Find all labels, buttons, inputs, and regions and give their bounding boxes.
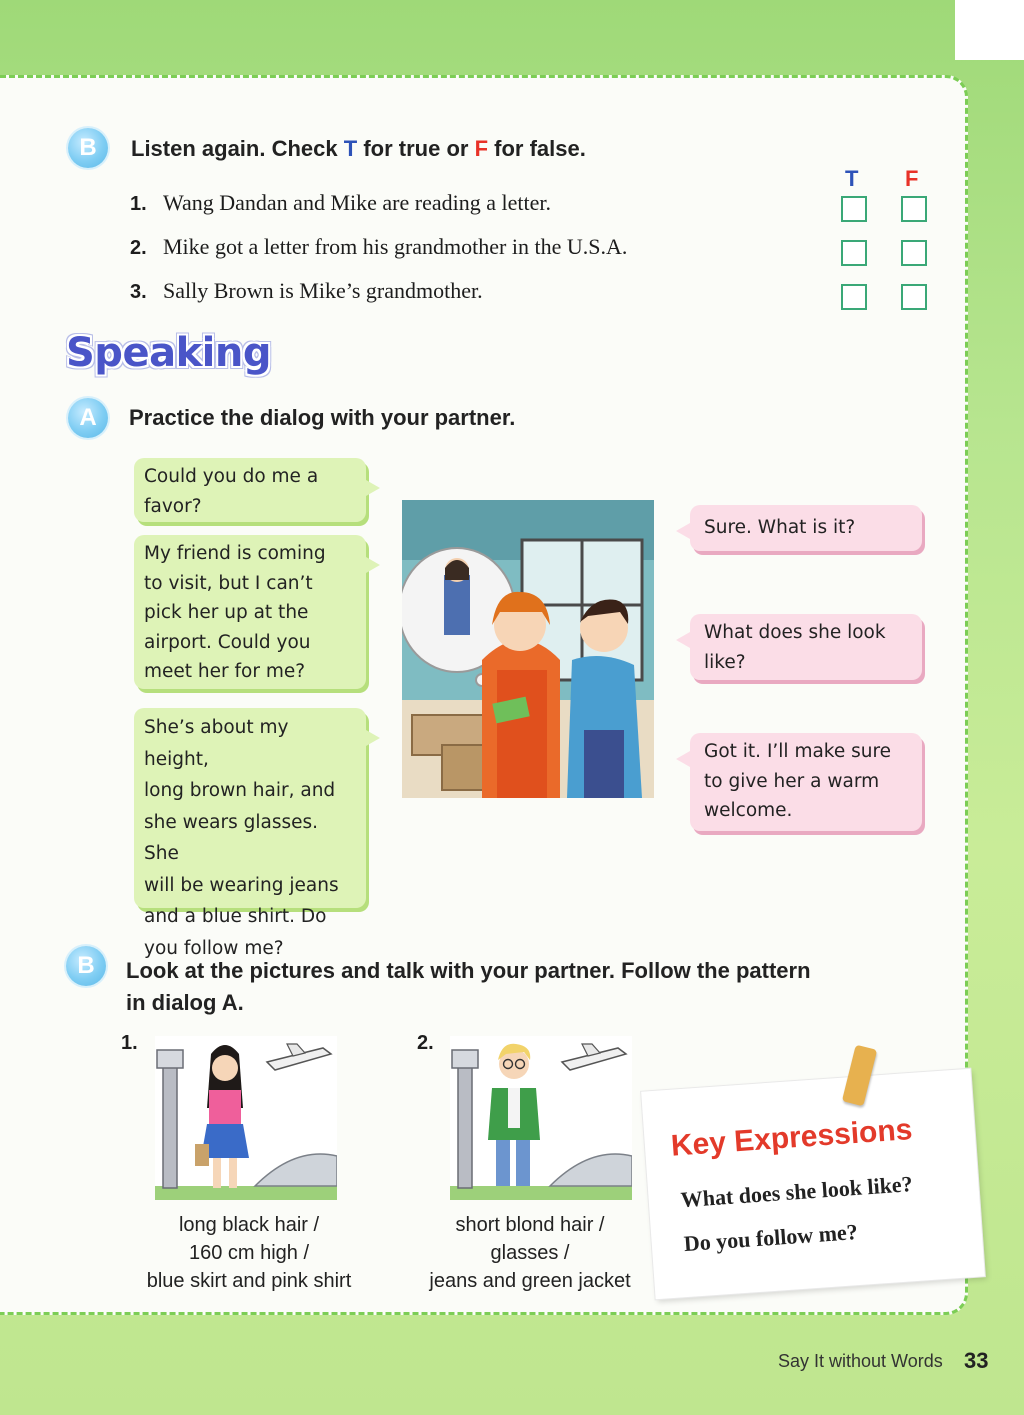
- item-statement: Mike got a letter from his grandmother in the U.S.A.: [163, 234, 628, 259]
- picture-number: 2.: [417, 1032, 434, 1054]
- caption-line: short blond hair /: [455, 1214, 605, 1236]
- dialog-line: to give her a warm: [704, 770, 880, 792]
- dialog-line: Got it. I’ll make sure: [704, 741, 892, 762]
- caption-line: blue skirt and pink shirt: [146, 1270, 352, 1292]
- dialog-line: long brown hair, and: [144, 780, 336, 801]
- dialog-line: and a blue shirt. Do: [144, 906, 327, 927]
- dialog-line: you follow me?: [144, 937, 284, 959]
- false-checkbox-2[interactable]: [901, 240, 927, 266]
- true-checkbox-2[interactable]: [841, 240, 867, 266]
- page-number: 33: [964, 1348, 989, 1373]
- caption-line: 160 cm high /: [188, 1242, 310, 1264]
- caption-line: jeans and green jacket: [429, 1270, 631, 1292]
- true-column-header: T: [845, 166, 859, 191]
- speaking-title: Speaking: [66, 330, 271, 376]
- dialog-bubble-boy-2: [690, 614, 922, 680]
- listening-instruction: [131, 136, 586, 162]
- key-expressions-title: Key Expressions: [669, 1112, 914, 1163]
- item-number: 2.: [130, 237, 147, 259]
- dialog-line: Sure. What is it?: [704, 517, 856, 538]
- instruction-mid: for true or: [363, 136, 469, 161]
- dialog-line: she wears glasses. She: [144, 811, 318, 864]
- key-expressions-card: [641, 1069, 985, 1300]
- item-statement: Wang Dandan and Mike are reading a letter.: [163, 190, 551, 215]
- false-checkbox-3[interactable]: [901, 284, 927, 310]
- dialog-line: welcome.: [704, 800, 793, 821]
- dialog-bubble-boy-1: [690, 505, 922, 551]
- footer-unit-title: Say It without Words: [778, 1351, 943, 1371]
- section-b2-badge: B: [66, 946, 106, 986]
- caption-line: glasses /: [490, 1242, 570, 1264]
- dialog-bubble-girl-3: [134, 708, 366, 959]
- dialog-bubble-girl-2: [134, 535, 366, 689]
- key-expression-line: What does she look like?: [679, 1171, 914, 1213]
- instruction-line: in dialog A.: [126, 990, 244, 1015]
- item-number: 1.: [130, 193, 147, 215]
- dialog-line: She’s about my height,: [144, 717, 289, 770]
- instruction-prefix: Listen again. Check: [131, 136, 338, 161]
- dialog-line: Could you do me a: [144, 466, 319, 487]
- dialog-line: What does she look: [704, 622, 886, 643]
- white-corner: [955, 0, 1024, 60]
- dialog-line: like?: [704, 651, 746, 673]
- caption-line: long black hair /: [178, 1214, 320, 1236]
- dialog-instruction: Practice the dialog with your partner.: [129, 405, 516, 430]
- false-checkbox-1[interactable]: [901, 196, 927, 222]
- true-checkbox-1[interactable]: [841, 196, 867, 222]
- pattern-instruction: [126, 955, 811, 1019]
- dialog-line: meet her for me?: [144, 661, 306, 682]
- section-b-badge: B: [68, 128, 108, 168]
- dialog-line: favor?: [144, 495, 202, 517]
- picture-girl-airport: [155, 1036, 337, 1200]
- dialog-line: My friend is coming: [144, 543, 326, 564]
- instruction-line: Look at the pictures and talk with your partner. Follow the pattern: [126, 958, 811, 983]
- instruction-t: T: [343, 136, 358, 161]
- dialog-line: will be wearing jeans: [144, 874, 339, 896]
- key-expression-line: Do you follow me?: [682, 1219, 859, 1257]
- section-a-badge: A: [68, 398, 108, 438]
- dialog-line: to visit, but I can’t: [144, 572, 313, 594]
- dialog-line: airport. Could you: [144, 631, 311, 653]
- item-number: 3.: [130, 281, 147, 303]
- false-column-header: F: [905, 166, 919, 191]
- picture-number: 1.: [121, 1032, 138, 1054]
- dialog-bubble-boy-3: [690, 733, 922, 831]
- true-checkbox-3[interactable]: [841, 284, 867, 310]
- picture-caption: [404, 1211, 656, 1295]
- picture-boy-airport: [450, 1036, 632, 1200]
- dialog-bubble-girl-1: [134, 458, 366, 522]
- instruction-f: F: [474, 136, 489, 161]
- dialog-illustration: [402, 500, 654, 798]
- instruction-suffix: for false.: [494, 136, 586, 161]
- picture-caption: [118, 1211, 380, 1295]
- item-statement: Sally Brown is Mike’s grandmother.: [163, 278, 483, 303]
- dialog-line: pick her up at the: [144, 602, 309, 623]
